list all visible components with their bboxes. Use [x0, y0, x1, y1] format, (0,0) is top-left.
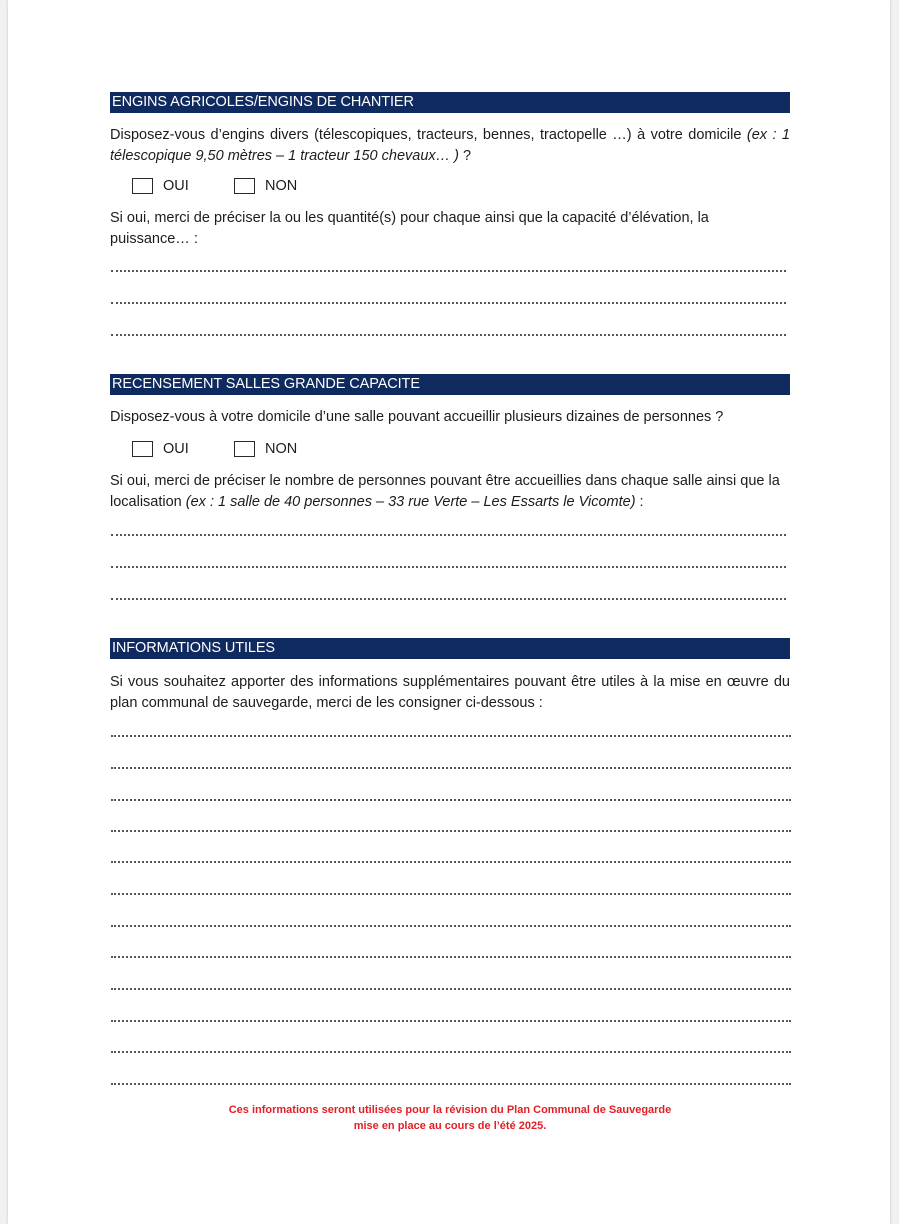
footer-line-1: Ces informations seront utilisées pour la révision du Plan Communal de Sauvegarde [228, 1104, 672, 1116]
followup-salles-example: (ex : 1 salle de 40 personnes – 33 rue Verte – Les Essarts le Vicomte) [185, 494, 636, 510]
checkbox-non-engins[interactable] [234, 178, 255, 194]
answer-line[interactable] [111, 598, 786, 600]
answer-line[interactable] [111, 1051, 791, 1053]
answer-line[interactable] [111, 830, 791, 832]
option-non-engins[interactable] [234, 177, 297, 195]
question-engins-end: ? [459, 148, 472, 164]
section-header-salles: RECENSEMENT SALLES GRANDE CAPACITE [110, 374, 790, 395]
answer-line[interactable] [111, 861, 791, 863]
answer-line[interactable] [111, 302, 786, 304]
option-oui-salles[interactable] [132, 440, 189, 458]
option-non-salles[interactable] [234, 440, 297, 458]
section-header-informations: INFORMATIONS UTILES [110, 638, 790, 659]
answer-line[interactable] [111, 334, 786, 336]
section-header-engins: ENGINS AGRICOLES/ENGINS DE CHANTIER [110, 92, 790, 113]
checkbox-non-salles[interactable] [234, 441, 255, 457]
footer-line-2: mise en place au cours de l’été 2025. [353, 1120, 547, 1132]
answer-line[interactable] [111, 534, 786, 536]
followup-salles [110, 471, 782, 513]
question-engins-text: Disposez-vous d’engins divers (télescopiques, tracteurs, bennes, tractopelle …) à votre domicile [110, 127, 742, 143]
question-informations: Si vous souhaitez apporter des informations supplémentaires pouvant être utiles à la mise en œuvre du plan communal de sauvegarde, merci de les consigner ci-dessous : [110, 674, 790, 711]
answer-line[interactable] [111, 799, 791, 801]
option-oui-engins[interactable] [132, 177, 189, 195]
answer-line[interactable] [111, 893, 791, 895]
answer-line[interactable] [111, 925, 791, 927]
label-oui-salles: OUI [163, 441, 189, 457]
checkbox-oui-engins[interactable] [132, 178, 153, 194]
answer-line[interactable] [111, 566, 786, 568]
answer-line[interactable] [111, 1020, 791, 1022]
question-engins [110, 125, 790, 167]
document-page [8, 0, 890, 1224]
answer-line[interactable] [111, 1083, 791, 1085]
answer-line[interactable] [111, 956, 791, 958]
label-non-engins: NON [265, 178, 298, 194]
followup-engins: Si oui, merci de préciser la ou les quantité(s) pour chaque ainsi que la capacité d’élévation, la puissance… : [110, 210, 709, 247]
footer-note [110, 1102, 790, 1134]
answer-line[interactable] [111, 270, 786, 272]
answer-line[interactable] [111, 767, 791, 769]
followup-salles-end: : [635, 494, 644, 510]
answer-line[interactable] [111, 735, 791, 737]
followup-salles-text: Si oui, merci de préciser le nombre de personnes pouvant être accueillies dans chaque salle ainsi que la localisation [110, 473, 780, 510]
checkbox-oui-salles[interactable] [132, 441, 153, 457]
question-salles: Disposez-vous à votre domicile d’une salle pouvant accueillir plusieurs dizaines de personnes ? [110, 409, 724, 425]
label-oui-engins: OUI [163, 178, 189, 194]
label-non-salles: NON [265, 441, 298, 457]
answer-line[interactable] [111, 988, 791, 990]
question-engins-example: (ex : 1 télescopique 9,50 mètres – 1 tracteur 150 chevaux… ) [110, 127, 790, 164]
